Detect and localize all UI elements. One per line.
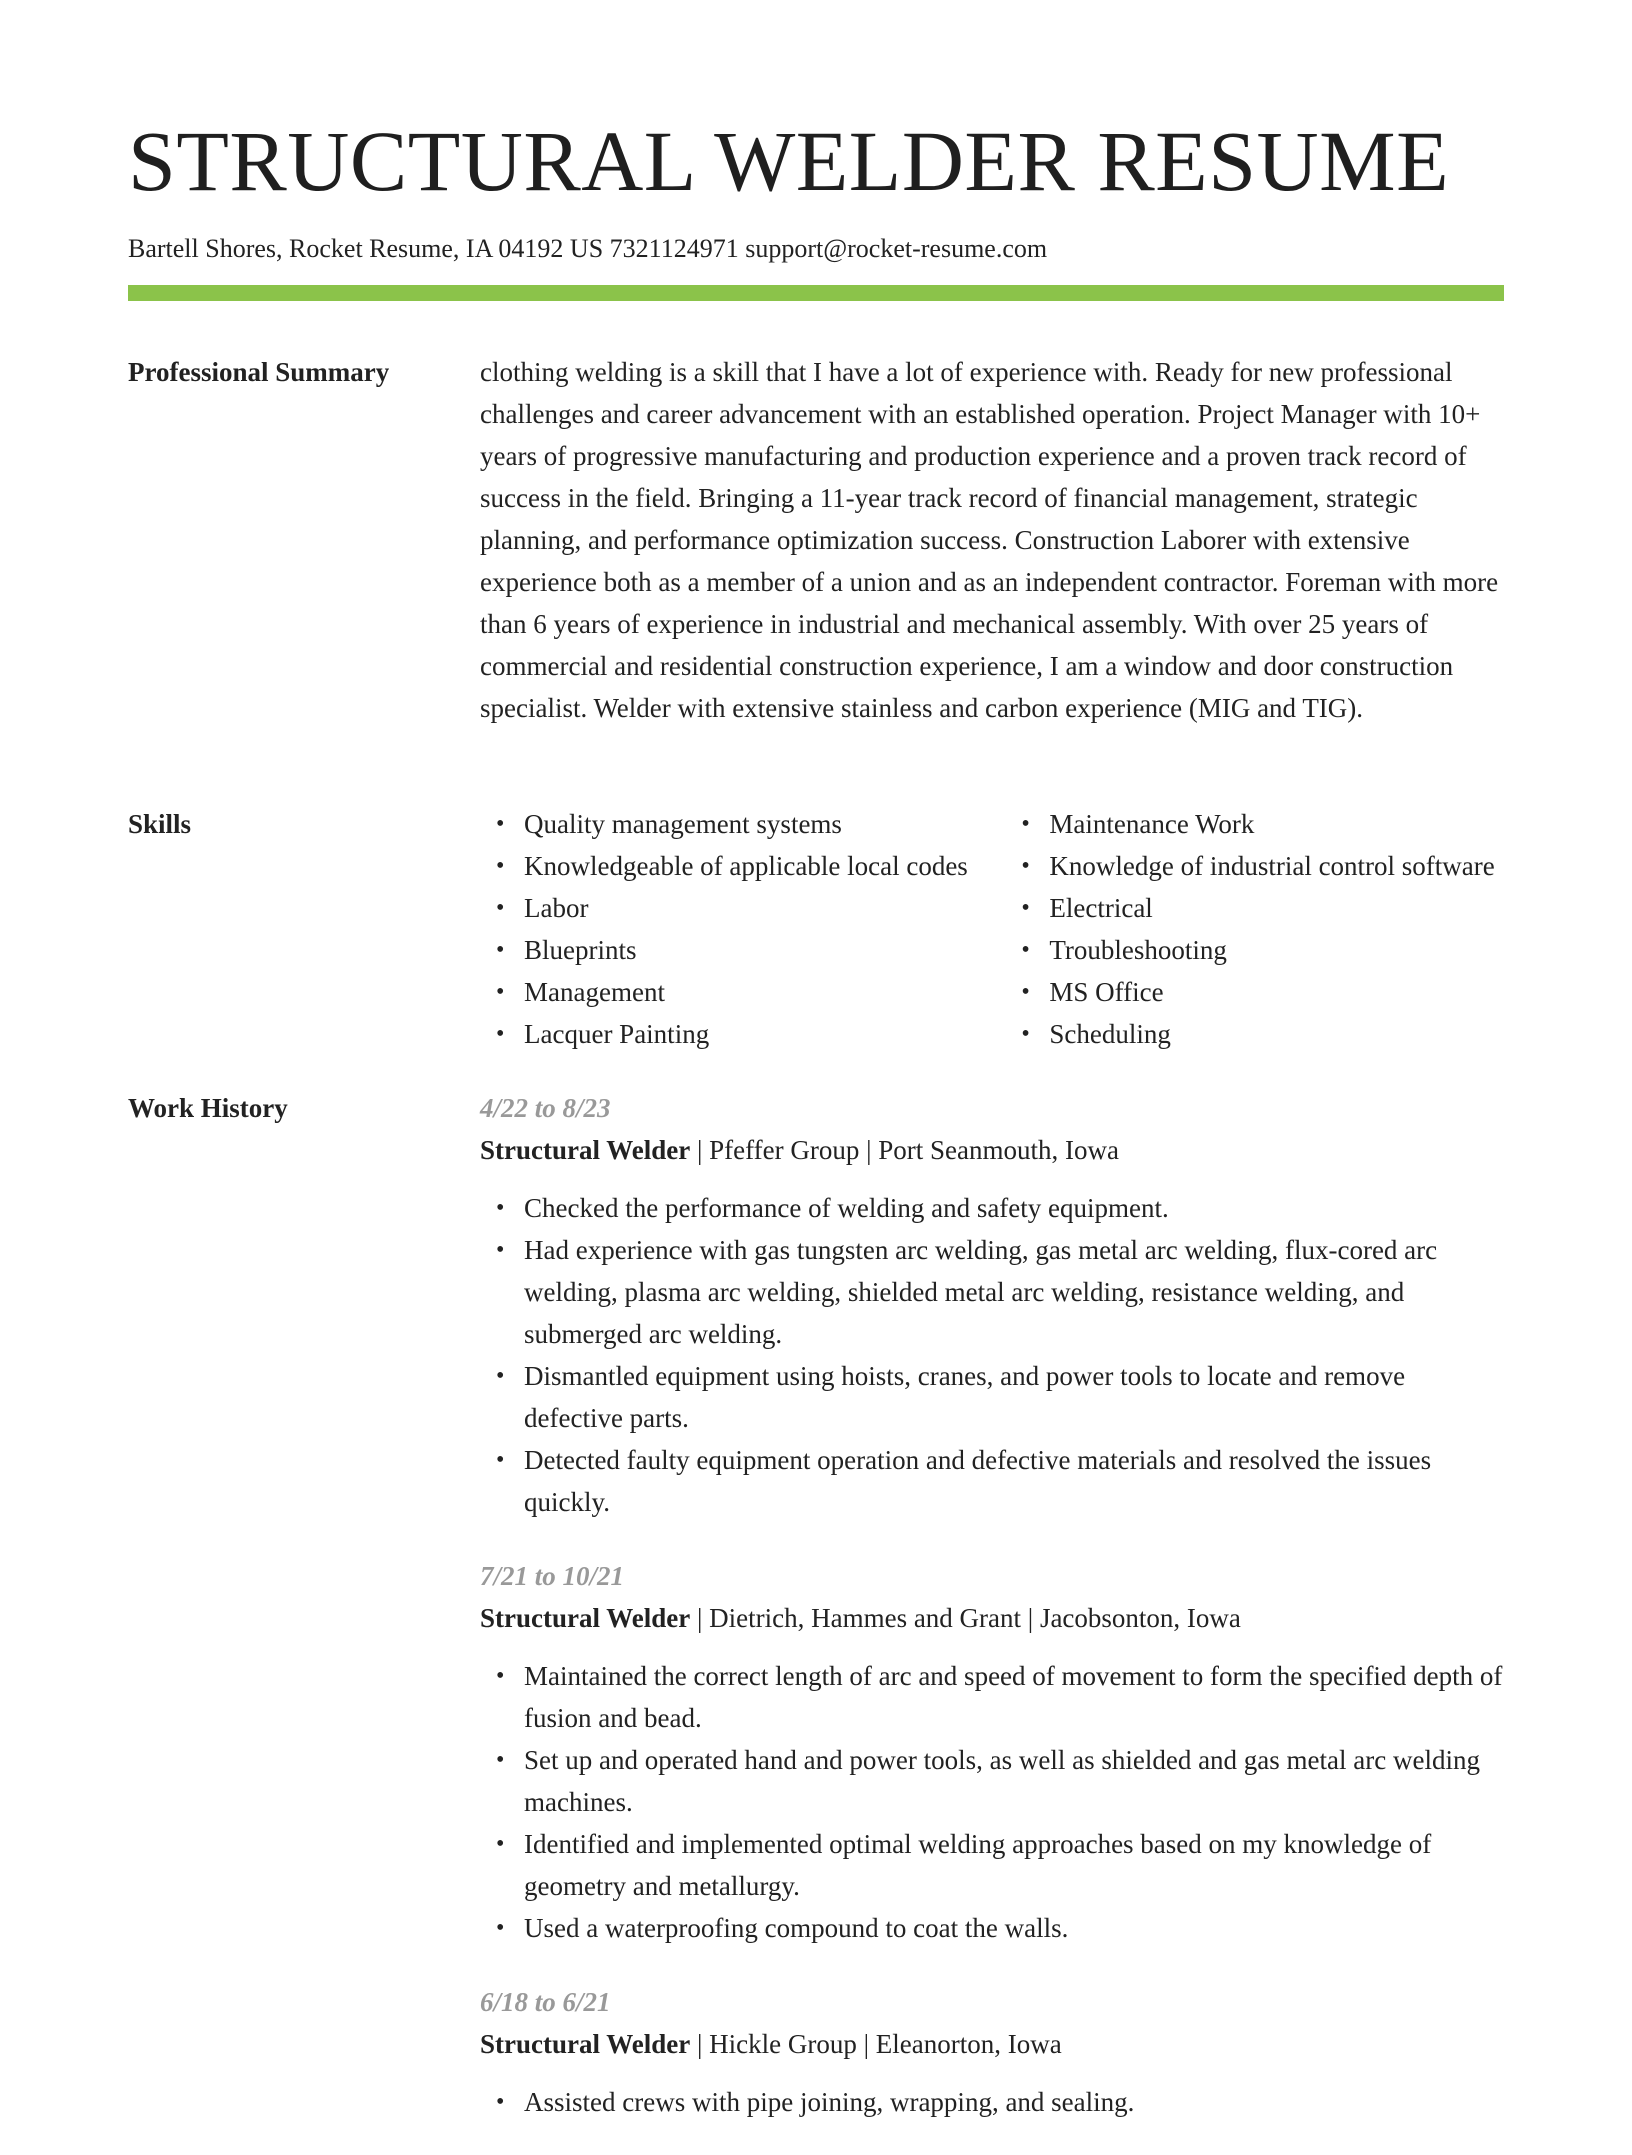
job-title: Structural Welder (480, 1135, 691, 1165)
duty-item: • Had experience with gas tungsten arc welding, gas metal arc welding, flux-cored arc welding, plasma arc welding, shielded metal arc welding, resistance welding, and submerged arc welding. (524, 1229, 1504, 1355)
job-heading (480, 1129, 1504, 1171)
skill-item: • Scheduling (1049, 1013, 1504, 1055)
job-entry (480, 1981, 1504, 2123)
job-dates: 7/21 to 10/21 (480, 1561, 625, 1591)
header-divider (128, 285, 1504, 301)
job-duties (480, 1655, 1504, 1949)
duty-item: • Checked the performance of welding and safety equipment. (524, 1187, 1504, 1229)
duty-item: • Identified and implemented optimal welding approaches based on my knowledge of geometry and metallurgy. (524, 1823, 1504, 1907)
skill-item: • Electrical (1049, 887, 1504, 929)
skill-item: • Knowledgeable of applicable local codes (524, 845, 1005, 887)
skills-list-right (1005, 803, 1504, 1055)
job-heading (480, 1597, 1504, 1639)
duty-item: • Maintained the correct length of arc and speed of movement to form the specified depth of fusion and bead. (524, 1655, 1504, 1739)
skill-item: • Quality management systems (524, 803, 1005, 845)
job-dates: 6/18 to 6/21 (480, 1987, 611, 2017)
job-title: Structural Welder (480, 2029, 691, 2059)
skill-item: • Labor (524, 887, 1005, 929)
skills-heading: Skills (128, 809, 192, 839)
summary-text: clothing welding is a skill that I have a lot of experience with. Ready for new professional challenges and career advancement with an established operation. Project Manager with 10+ years of progressive manufacturing and production experience and a proven track record of success in the field. Bringing a 11-year track record of financial management, strategic planning, and performance optimization success. Construction Laborer with extensive experience both as a member of a union and as an independent contractor. Foreman with more than 6 years of experience in industrial and mechanical assembly. With over 25 years of commercial and residential construction experience, I am a window and door construction specialist. Welder with extensive stainless and carbon experience (MIG and TIG). (480, 357, 1499, 723)
skill-item: • Troubleshooting (1049, 929, 1504, 971)
skills-list-left (480, 803, 1005, 1055)
job-title: Structural Welder (480, 1603, 691, 1633)
summary-heading: Professional Summary (128, 357, 390, 387)
job-duties (480, 2081, 1504, 2123)
skill-item: • Lacquer Painting (524, 1013, 1005, 1055)
duty-item: • Set up and operated hand and power tools, as well as shielded and gas metal arc welding machines. (524, 1739, 1504, 1823)
job-details: | Pfeffer Group | Port Seanmouth, Iowa (690, 1135, 1119, 1165)
duty-item: • Detected faulty equipment operation and defective materials and resolved the issues quickly. (524, 1439, 1504, 1523)
contact-line: Bartell Shores, Rocket Resume, IA 04192 US 7321124971 support@rocket-resume.com (128, 234, 1048, 263)
job-details: | Dietrich, Hammes and Grant | Jacobsonton, Iowa (690, 1603, 1241, 1633)
resume-title: STRUCTURAL WELDER RESUME (128, 113, 1450, 209)
skill-item: • Knowledge of industrial control software (1049, 845, 1504, 887)
skill-item: • Maintenance Work (1049, 803, 1504, 845)
job-details: | Hickle Group | Eleanorton, Iowa (690, 2029, 1062, 2059)
job-heading (480, 2023, 1504, 2065)
skill-item: • MS Office (1049, 971, 1504, 1013)
skill-item: • Blueprints (524, 929, 1005, 971)
job-entry (480, 1555, 1504, 1949)
job-entry (480, 1087, 1504, 1523)
job-dates: 4/22 to 8/23 (480, 1093, 611, 1123)
job-duties (480, 1187, 1504, 1523)
duty-item: • Dismantled equipment using hoists, cranes, and power tools to locate and remove defective parts. (524, 1355, 1504, 1439)
skill-item: • Management (524, 971, 1005, 1013)
duty-item: • Used a waterproofing compound to coat the walls. (524, 1907, 1504, 1949)
duty-item: • Assisted crews with pipe joining, wrapping, and sealing. (524, 2081, 1504, 2123)
work-history-heading: Work History (128, 1093, 288, 1123)
